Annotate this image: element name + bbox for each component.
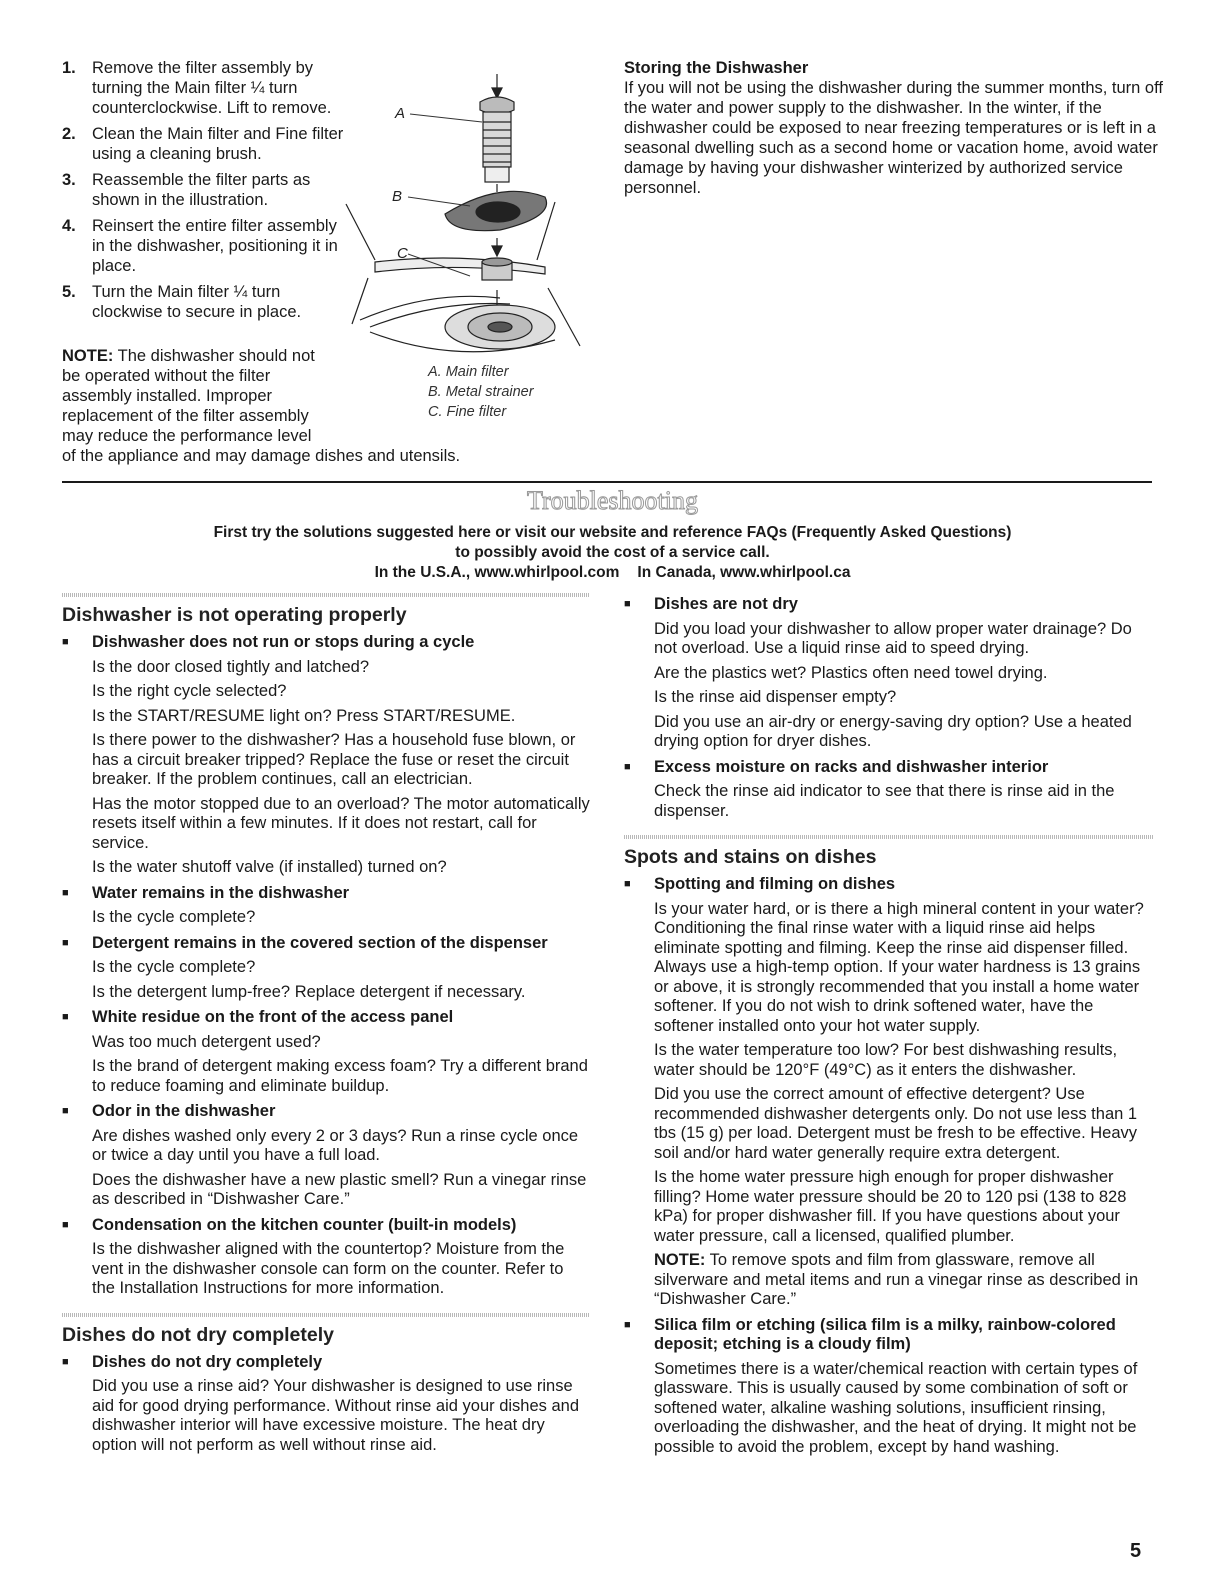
problem-body <box>624 620 1154 752</box>
figure-caption <box>428 362 534 422</box>
step-item <box>62 216 352 276</box>
section-title: Spots and stains on dishes <box>624 846 877 868</box>
problem-item <box>624 1316 1154 1355</box>
problem-item <box>624 758 1154 778</box>
step-number: 1. <box>62 59 76 77</box>
solution-text: Is the water shutoff valve (if installed) turned on? <box>92 858 447 876</box>
solution-text: Has the motor stopped due to an overload? The motor automatically resets itself within a few minutes. If it does not restart, call for service. <box>92 794 590 852</box>
solution-text: Is the door closed tightly and latched? <box>92 657 370 676</box>
step-number: 2. <box>62 125 76 143</box>
bullet: ■ <box>62 1011 69 1023</box>
storing-text: If you will not be using the dishwasher during the summer months, turn off the water and power supply to the dishwasher. In the winter, if the dishwasher could be exposed to near freezing temperatures or is left in a seasonal dwelling such as a second home or vacation home, avoid water damage by having your dishwasher winterized by authorized service personnel. <box>624 79 1163 197</box>
bullet: ■ <box>624 598 631 610</box>
solution-text: Is there power to the dishwasher? Has a household fuse blown, or has a circuit breaker tripped? Replace the fuse or reset the circuit breaker. If the problem continues, call an electrician. <box>92 731 576 788</box>
solution-text: Check the rinse aid indicator to see that there is rinse aid in the dispenser. <box>654 782 1115 820</box>
problem-body <box>62 958 590 1002</box>
problem-item <box>624 595 1154 615</box>
problem-title: Odor in the dishwasher <box>92 1102 276 1120</box>
solution-text: Is your water hard, or is there a high mineral content in your water? Conditioning the final rinse water with a liquid rinse aid helps eliminate spotting and filming. Keep the rinse aid dispenser filled. Always use a high-temp option. If your water hardness is 13 grains or above, it is strongly recommended that you install a home water softener. If you do not wish to drink softened water, have the softener installed onto your hot water supply. <box>654 899 1144 1035</box>
problem-item <box>62 1102 590 1122</box>
left-column <box>62 593 590 1455</box>
solution-text: Is the rinse aid dispenser empty? <box>654 688 897 706</box>
section-divider <box>62 481 1152 483</box>
bullet: ■ <box>62 1218 69 1231</box>
bullet: ■ <box>624 760 631 773</box>
problem-item <box>624 875 1154 895</box>
intro-line-1: First try the solutions suggested here or visit our website and reference FAQs (Frequently Asked Questions) <box>213 524 1012 541</box>
intro-canada-website: In Canada, www.whirlpool.ca <box>637 564 851 581</box>
solution-text: Did you use the correct amount of effective detergent? Use recommended dishwasher detergents only. Do not use less than 1 tbs (15 g) per load. Detergent must be fresh to be effective. Heavy soil and/or hard water generally require extra detergent. <box>654 1085 1138 1162</box>
problem-title: Spotting and filming on dishes <box>654 875 896 893</box>
problem-title: Detergent remains in the covered section of the dispenser <box>92 933 548 952</box>
problem-title: Condensation on the kitchen counter (built-in models) <box>92 1215 517 1234</box>
step-number: 5. <box>62 283 76 301</box>
solution-text: Does the dishwasher have a new plastic smell? Run a vinegar rinse as described in “Dishwasher Care.” <box>92 1170 587 1208</box>
bullet: ■ <box>62 1355 69 1368</box>
solution-text: Is the dishwasher aligned with the countertop? Moisture from the vent in the dishwasher console can form on the counter. Refer to the Installation Instructions for more information. <box>92 1240 565 1297</box>
bullet: ■ <box>62 1105 69 1117</box>
note-text: To remove spots and film from glassware, remove all silverware and metal items and run a vinegar rinse as described in “Dishwasher Care.” <box>654 1251 1139 1308</box>
step-item <box>62 124 352 164</box>
bullet: ■ <box>62 636 69 648</box>
step-item <box>62 58 352 118</box>
dotted-divider <box>62 1313 590 1317</box>
filter-assembly-illustration <box>340 62 600 362</box>
problem-body <box>624 900 1154 1310</box>
dotted-divider <box>624 835 1154 839</box>
solution-text: Are the plastics wet? Plastics often need towel drying. <box>654 663 1048 682</box>
step-item <box>62 170 352 210</box>
problem-item <box>62 1216 590 1236</box>
step-number: 3. <box>62 171 76 189</box>
step-text: Reassemble the filter parts as shown in the illustration. <box>92 171 311 209</box>
solution-text: Did you use an air-dry or energy-saving dry option? Use a heated drying option for dryer dishes. <box>654 712 1132 750</box>
solution-text: Sometimes there is a water/chemical reaction with certain types of glassware. This is usually caused by some combination of soft or softened water, alkaline washing solutions, insufficient rinsing, overloading the dishwasher, and the heat of drying. It might not be possible to avoid the problem, except by hand washing. <box>654 1359 1138 1456</box>
note-label: NOTE: <box>62 347 114 365</box>
label-b: B <box>392 188 403 205</box>
solution-text: Are dishes washed only every 2 or 3 days? Run a rinse cycle once or twice a day until you have a full load. <box>92 1126 579 1164</box>
solution-text: Is the cycle complete? <box>92 908 256 926</box>
right-column <box>624 593 1154 1457</box>
intro-line-2: to possibly avoid the cost of a service call. <box>455 544 770 561</box>
problem-item <box>62 884 590 904</box>
caption-main-filter: A. Main filter <box>428 364 509 380</box>
problem-title: Excess moisture on racks and dishwasher interior <box>654 757 1049 776</box>
note-text-1: The dishwasher should not be operated without the filter assembly installed. Improper replacement of the filter assembly may reduce the performance level <box>62 347 315 445</box>
solution-text: Did you use a rinse aid? Your dishwasher is designed to use rinse aid for good drying performance. Without rinse aid your dishes and dishwasher interior will have excessive moisture. The heat dry option will not perform as well without rinse aid. <box>92 1377 580 1454</box>
caption-metal-strainer: B. Metal strainer <box>428 384 534 400</box>
solution-text: Is the START/RESUME light on? Press START/RESUME. <box>92 706 516 725</box>
note-text-2: of the appliance and may damage dishes and utensils. <box>62 447 461 465</box>
label-a: A <box>395 105 406 122</box>
problem-body <box>62 658 590 878</box>
solution-text: Is the water temperature too low? For best dishwashing results, water should be 120°F (49°C) as it enters the dishwasher. <box>654 1041 1118 1079</box>
problem-title: White residue on the front of the access panel <box>92 1008 454 1026</box>
filter-steps <box>62 58 352 328</box>
intro-usa-website: In the U.S.A., www.whirlpool.com <box>374 564 620 581</box>
bullet: ■ <box>62 936 69 949</box>
solution-text: Was too much detergent used? <box>92 1032 321 1051</box>
step-item <box>62 282 352 322</box>
problem-body <box>62 1033 590 1097</box>
step-number: 4. <box>62 217 76 235</box>
problem-body <box>624 1360 1154 1458</box>
problem-item <box>62 1353 590 1373</box>
problem-title: Water remains in the dishwasher <box>92 883 350 902</box>
solution-text: Is the brand of detergent making excess foam? Try a different brand to reduce foaming and eliminate buildup. <box>92 1057 588 1095</box>
problem-body <box>624 782 1154 821</box>
problem-title: Dishes do not dry completely <box>92 1352 323 1371</box>
problem-title: Silica film or etching (silica film is a milky, rainbow-colored deposit; etching is a cloudy film) <box>654 1315 1116 1353</box>
problem-item <box>62 934 590 954</box>
solution-text: Is the detergent lump-free? Replace detergent if necessary. <box>92 982 526 1001</box>
problem-body <box>62 1377 590 1455</box>
problem-title: Dishwasher does not run or stops during a cycle <box>92 633 475 651</box>
solution-text: Is the home water pressure high enough for proper dishwasher filling? Home water pressure should be 20 to 120 psi (138 to 828 kPa) for proper dishwasher fill. If you have questions about your water pressure, call a licensed, qualified plumber. <box>654 1168 1127 1245</box>
bullet: ■ <box>62 886 69 899</box>
solution-text: Is the cycle complete? <box>92 958 256 976</box>
section-title: Dishwasher is not operating properly <box>62 604 407 626</box>
problem-body <box>62 1240 590 1299</box>
storing-section <box>624 58 1164 198</box>
bullet: ■ <box>624 1318 631 1331</box>
troubleshooting-title: Troubleshooting <box>527 486 698 515</box>
solution-text: Is the right cycle selected? <box>92 682 287 700</box>
note-label: NOTE: <box>654 1251 706 1269</box>
solution-text: Did you load your dishwasher to allow proper water drainage? Do not overload. Use a liquid rinse aid to speed drying. <box>654 619 1132 657</box>
step-text: Reinsert the entire filter assembly in the dishwasher, positioning it in place. <box>92 217 338 275</box>
problem-title: Dishes are not dry <box>654 595 798 613</box>
troubleshooting-intro <box>0 523 1225 583</box>
problem-item <box>62 1008 590 1028</box>
caption-fine-filter: C. Fine filter <box>428 404 507 420</box>
problem-item <box>62 633 590 653</box>
label-c: C <box>397 245 408 262</box>
dotted-divider <box>62 593 590 597</box>
storing-title: Storing the Dishwasher <box>624 59 809 77</box>
problem-body <box>62 1127 590 1210</box>
problem-body <box>62 908 590 928</box>
step-text: Clean the Main filter and Fine filter using a cleaning brush. <box>92 125 344 163</box>
note-paragraph <box>654 1251 1154 1310</box>
step-text: Turn the Main filter ¼ turn clockwise to secure in place. <box>92 283 302 321</box>
step-text: Remove the filter assembly by turning the Main filter ¼ turn counterclockwise. Lift to remove. <box>92 59 332 117</box>
section-title: Dishes do not dry completely <box>62 1323 334 1346</box>
page-number: 5 <box>1130 1540 1142 1562</box>
bullet: ■ <box>624 878 631 890</box>
